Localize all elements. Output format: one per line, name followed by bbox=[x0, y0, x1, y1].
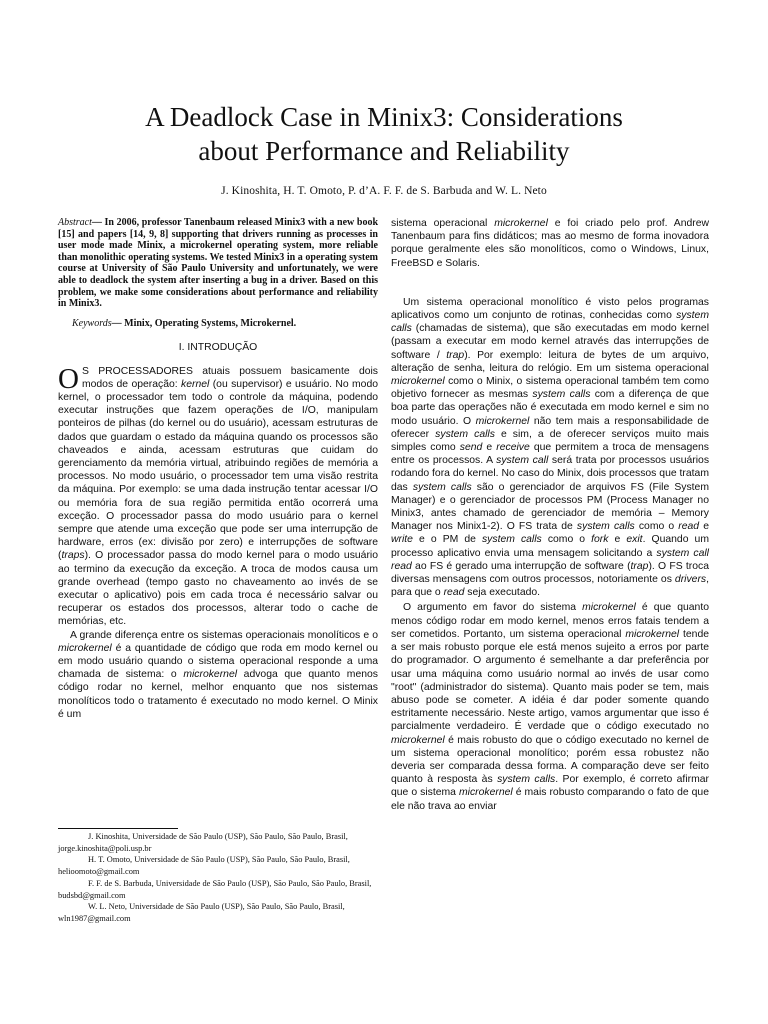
text-run: é mais robusto comparando o fato de que ele não trava ao enviar bbox=[391, 787, 709, 812]
abstract-label: Abstract bbox=[58, 217, 92, 228]
emphasis: microkernel bbox=[625, 628, 680, 640]
text-run: ). Por exemplo: leitura de bytes de um arquivo, alteração de senha, leitura do relógio. Em um sistema operacional bbox=[391, 349, 709, 374]
emphasis: send bbox=[459, 442, 483, 454]
emphasis: system calls bbox=[576, 521, 635, 533]
emphasis: receive bbox=[496, 442, 530, 454]
text-run: S PROCESSADORES atuais possuem basicamente dois modos de operação: bbox=[81, 365, 378, 390]
author-list: J. Kinoshita, H. T. Omoto, P. d’A. F. F. de S. Barbuda and W. L. Neto bbox=[221, 185, 547, 197]
keywords bbox=[58, 318, 378, 330]
emphasis: microkernel bbox=[475, 415, 530, 427]
text-run: ao FS é gerado uma interrupção de software ( bbox=[411, 560, 631, 572]
text-run: como o Minix, o sistema operacional também tem como objetivo fornecer as mesmas bbox=[391, 376, 709, 401]
text-run: advoga que quanto menos código rodar no kernel, melhor enquanto que nos sistemas monolíticos todo o tratamento é executado no modo kernel. O Minix é um bbox=[58, 669, 378, 720]
text-run: seja executado. bbox=[464, 587, 541, 599]
text-run: O argumento em favor do sistema bbox=[403, 602, 583, 614]
abstract bbox=[58, 217, 378, 310]
title-line-2: about Performance and Reliability bbox=[198, 136, 570, 166]
intro-paragraph-2 bbox=[58, 629, 378, 721]
text-run: como o bbox=[634, 521, 679, 533]
emphasis: read bbox=[443, 587, 465, 599]
text-run: como o bbox=[541, 534, 592, 546]
keywords-label: Keywords bbox=[72, 317, 112, 329]
intro-paragraph-1 bbox=[58, 362, 378, 629]
text-run: (chamadas de sistema), que são executadas em modo kernel (passam a executar em modo kernel através das interrupções de software / bbox=[391, 323, 709, 361]
section-heading: I. INTRODUÇÃO bbox=[178, 342, 258, 354]
emphasis: system calls bbox=[532, 389, 591, 401]
text-run: ). O FS troca diversas mensagens com outros processos, notoriamente os bbox=[391, 560, 710, 586]
paper-title bbox=[0, 100, 768, 168]
text-run: que permitem a troca de mensagens entre os processos. A bbox=[391, 442, 709, 467]
abstract-text: — In 2006, professor Tanenbaum released Minix3 with a new book [15] and papers [14, 9, 8] supporting that drivers running as processes in user mode made Minix, a microkernel operating system, more reliable than monolithic operating systems. We tested Minix3 in a operating system course at University of São Paulo University and unfortunately, we were able to deadlock the system after inserting a bug in a driver. Based on this problem, we make some considerations about performance and reliability in Minix3. bbox=[58, 217, 378, 310]
footnote: J. Kinoshita, Universidade de São Paulo (USP), São Paulo, São Paulo, Brasil, jorge.kinoshita@poli.usp.br bbox=[58, 832, 348, 853]
left-column bbox=[58, 217, 378, 721]
text-run: , para que o bbox=[391, 574, 709, 599]
text-run: . Por exemplo, é correto afirmar que o sistema bbox=[391, 774, 709, 799]
emphasis: write bbox=[391, 534, 413, 546]
text-run: é que quanto menos código rodar em modo kernel, menos erros fatais tendem a ser cometidos. Portanto, um sistema operacional bbox=[391, 602, 709, 640]
text-run: Um sistema operacional monolítico é visto pelos programas aplicativos como um conjunto de rotinas, conhecidas como bbox=[391, 296, 709, 322]
text-run: e bbox=[608, 534, 627, 546]
title-line-1: A Deadlock Case in Minix3: Considerations bbox=[145, 102, 623, 132]
emphasis: fork bbox=[591, 534, 609, 546]
emphasis: microkernel bbox=[391, 734, 445, 746]
emphasis: trap bbox=[630, 560, 649, 572]
text-run: não tem mais a responsabilidade de oferecer bbox=[391, 415, 709, 440]
emphasis: system calls bbox=[497, 774, 556, 786]
text-run: são o gerenciador de arquivos FS (File System Manager) e o gerenciador de processos PM (Process Manager no Minix3, antes chamado de gerenciador de memória – Memory Manager nos Minix1-2). O FS trata de bbox=[391, 481, 709, 533]
right-paragraph-3 bbox=[391, 601, 709, 812]
text-run: sistema operacional bbox=[391, 218, 495, 229]
footnotes bbox=[58, 831, 378, 925]
text-run: e bbox=[699, 521, 709, 533]
right-column bbox=[391, 217, 709, 813]
emphasis: system calls bbox=[481, 534, 542, 546]
footnote: H. T. Omoto, Universidade de São Paulo (USP), São Paulo, São Paulo, Brasil, helioomoto@gmail.com bbox=[58, 855, 350, 877]
text-run: será trata por processos usuários rodando fora do kernel. No caso do Minix, dois processos que tratam das bbox=[391, 455, 710, 493]
text-run: e sim, a de oferecer serviços muito mais simples como bbox=[391, 428, 709, 454]
drop-cap: O bbox=[58, 362, 79, 395]
text-run: é mais robusto do que o código executado no kernel de um sistema operacional monolítico; porém essa robustez não deveria ser comparada dessa forma. A comparação deve ser feito quanto à resposta às bbox=[391, 734, 709, 786]
text-run: e o PM de bbox=[412, 534, 482, 546]
emphasis: system call bbox=[496, 455, 549, 467]
emphasis: system call read bbox=[391, 547, 709, 572]
emphasis: system calls bbox=[435, 428, 495, 440]
emphasis: trap bbox=[446, 349, 465, 361]
footnote: W. L. Neto, Universidade de São Paulo (USP), São Paulo, São Paulo, Brasil, wln1987@gmail.com bbox=[58, 902, 345, 923]
emphasis: microkernel bbox=[494, 218, 548, 229]
text-run: (ou supervisor) e usuário. No modo kernel, o processador tem todo o controle da máquina, podendo executar instruções que fazem operações de I/O, manipulam ponteiros de pilhas (do kernel ou do usuário), acessam estruturas de dados que guardam o estado da máquina quando os processos são chaveados e ainda, acessam estruturas que cuidam do gerenciamento da memória virtual, atribuindo regiões de memória a processos. No modo usuário, o processador tem uma visão restrita da máquina. Por exemplo: se uma dada instrução tentar acessar I/O ou memória fora de sua região permitida então ocorrerá uma exceção. O processador passa do modo usuário para o kernel sempre que atende uma exceção que pode ser uma interrupção de hardware, erros (ex: divisão por zero) e interrupções de software ( bbox=[58, 378, 378, 562]
footnote: F. F. de S. Barbuda, Universidade de São Paulo (USP), São Paulo, São Paulo, Brasil, budsbd@gmail.com bbox=[58, 878, 372, 900]
text-run: . Quando um processo aplicativo envia uma mensagem solicitando a bbox=[391, 534, 709, 559]
text-run: com a diferença de que boa parte das operações não é executada em modo kernel e sim no modo usuário. O bbox=[391, 389, 710, 427]
text-run: ). O processador passa do modo kernel para o modo usuário ao termino da execução da exceção. A troca de modos causa um grande overhead (tempo gasto no chaveamento ao invés de se executar o aplicativo) pois em cada troca é necessário salvar ou recuperar os estados dos processos, alterar todo o cache de memórias, etc. bbox=[58, 550, 378, 628]
text-run: tende a ser mais robusto porque ele está menos sujeito a erros por parte do programador. O argumento é semelhante a dar preferência por usar uma máquina como usuário normal ao invés de usar como "root" (administrador do sistema). Quanto mais poder se tem, mais abuso pode se cometer. A idéia é dar poder somente quando estritamente necessário. Neste artigo, vamos argumentar que isso é parcialmente verdadeiro. É verdade que o código executado no bbox=[391, 628, 710, 733]
text-run: A grande diferença entre os sistemas operacionais monolíticos e o bbox=[70, 629, 378, 641]
emphasis: microkernel bbox=[582, 602, 636, 614]
right-paragraph-1 bbox=[391, 217, 709, 270]
emphasis: exit bbox=[626, 534, 643, 546]
emphasis: traps bbox=[61, 550, 85, 562]
emphasis: microkernel bbox=[458, 787, 513, 799]
emphasis: kernel bbox=[181, 378, 210, 390]
emphasis: system calls bbox=[391, 310, 709, 335]
keywords-text: — Minix, Operating Systems, Microkernel. bbox=[111, 317, 297, 329]
emphasis: microkernel bbox=[183, 669, 238, 681]
right-paragraph-2 bbox=[391, 296, 709, 600]
emphasis: drivers bbox=[674, 574, 707, 586]
text-run: é a quantidade de código que roda em modo kernel ou em modo usuário quando o sistema operacional responde a uma chamada de sistema: o bbox=[58, 642, 378, 681]
emphasis: read bbox=[678, 521, 700, 533]
text-run: e bbox=[482, 442, 497, 454]
footnote-rule bbox=[58, 828, 178, 829]
emphasis: microkernel bbox=[391, 376, 445, 388]
emphasis: microkernel bbox=[58, 642, 112, 654]
text-run: e foi criado pelo prof. Andrew Tanenbaum para fins didáticos; mas ao mesmo de forma inovadora porque geralmente eles são monolíticos, como o Windows, Linux, FreeBSD e Solaris. bbox=[391, 218, 710, 269]
emphasis: system calls bbox=[412, 481, 472, 493]
